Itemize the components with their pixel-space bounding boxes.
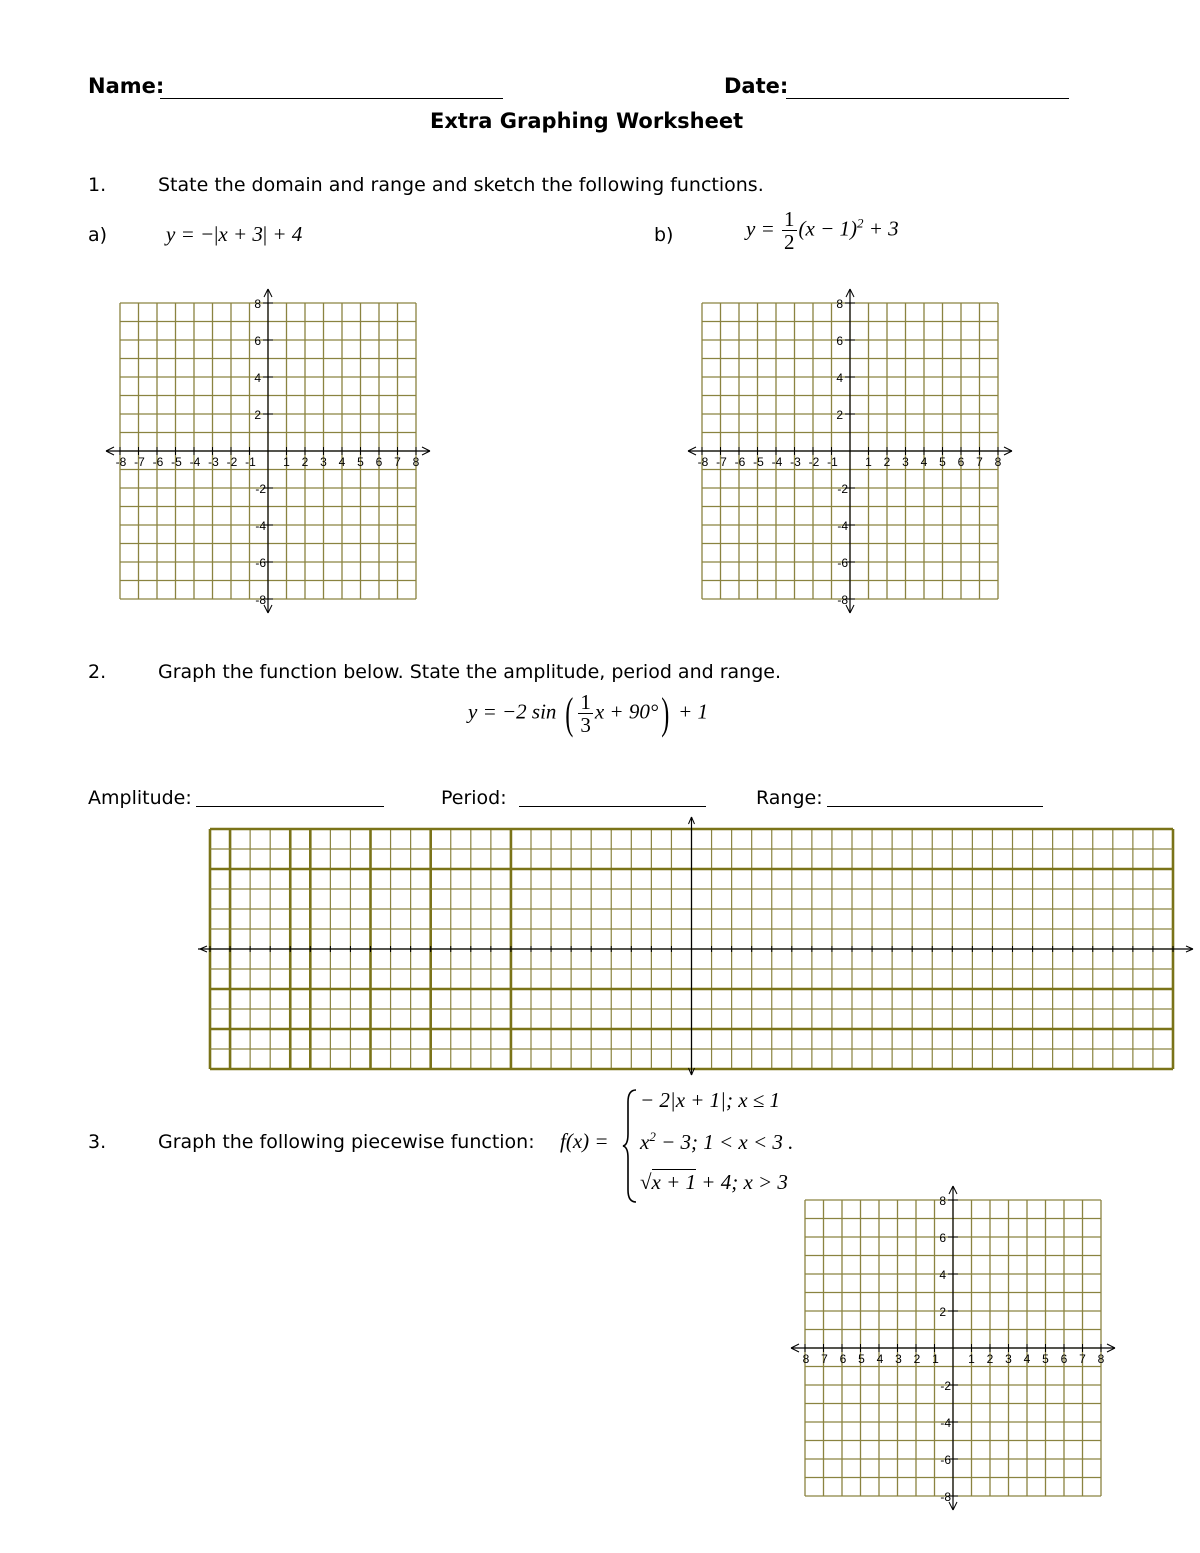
x-tick-label: 1 (865, 455, 872, 469)
x-tick-label: 4 (1023, 1352, 1031, 1366)
graph-grid-a[interactable] (100, 285, 440, 620)
y-tick-label: 4 (939, 1268, 946, 1282)
period-field[interactable] (519, 806, 706, 807)
y-tick-label: 2 (836, 408, 843, 422)
x-tick-label: 6 (957, 455, 965, 469)
x-tick-label: 4 (876, 1352, 884, 1366)
x-tick-label: 2 (883, 455, 891, 469)
y-tick-label: 4 (836, 371, 843, 385)
x-tick-label: 2 (301, 455, 309, 469)
q1b-equation: y = $\frac{1}{2}$ $(x - 1)^2 + 3$ (746, 207, 899, 255)
y-tick-label: 8 (939, 1194, 946, 1208)
y-tick-label: -6 (940, 1453, 951, 1467)
axes (106, 289, 430, 613)
y-tick-label: 4 (254, 371, 261, 385)
x-tick-label: 4 (338, 455, 346, 469)
x-tick-label: 6 (1060, 1352, 1068, 1366)
x-tick-label: 7 (976, 455, 983, 469)
x-tick-label: 5 (939, 455, 946, 469)
range-field[interactable] (827, 806, 1043, 807)
x-tick-label: -3 (208, 455, 219, 469)
x-tick-label: -8 (697, 455, 709, 469)
y-tick-label: -4 (940, 1416, 951, 1430)
amplitude-field[interactable] (196, 806, 384, 807)
x-tick-label: -2 (808, 455, 820, 469)
q1b-fraction: $\frac{1}{2}$ (784, 207, 795, 255)
y-tick-label: 6 (939, 1231, 946, 1245)
q3-case-2: $x^2 - 3$; 1 < x < 3 . (640, 1129, 794, 1154)
q3-fx: f(x) = (560, 1129, 609, 1153)
x-tick-label: -6 (734, 455, 746, 469)
x-tick-label: -1 (245, 455, 256, 469)
q2-prompt: Graph the function below. State the amplitude, period and range. (158, 661, 782, 683)
date-label: Date: (724, 74, 789, 98)
q3-case-1: − 2|x + 1|; x ≤ 1 (640, 1088, 781, 1112)
q1-number: 1. (88, 174, 107, 196)
x-tick-label: -5 (171, 455, 182, 469)
q1a-equation: y = −|x + 3| + 4 (166, 222, 303, 246)
name-field[interactable] (160, 98, 503, 99)
x-tick-label: 1 (968, 1352, 975, 1366)
x-tick-label: -7 (716, 455, 727, 469)
x-tick-label: 3 (320, 455, 327, 469)
date-field[interactable] (786, 98, 1069, 99)
x-tick-label: 8 (412, 455, 420, 469)
x-tick-label: 7 (821, 1352, 828, 1366)
x-tick-label: -4 (189, 455, 201, 469)
x-tick-label: 3 (902, 455, 909, 469)
y-tick-label: -8 (255, 593, 266, 607)
x-tick-label: 7 (394, 455, 401, 469)
y-tick-label: 6 (254, 334, 261, 348)
x-tick-label: 2 (913, 1352, 921, 1366)
q2-number: 2. (88, 661, 107, 683)
y-tick-label: -4 (255, 519, 266, 533)
name-label: Name: (88, 74, 165, 98)
x-tick-label: 1 (932, 1352, 939, 1366)
x-tick-label: 3 (1005, 1352, 1012, 1366)
x-tick-label: 8 (994, 455, 1002, 469)
x-tick-label: 4 (920, 455, 928, 469)
y-tick-label: -8 (940, 1490, 951, 1504)
y-tick-label: -2 (255, 482, 266, 496)
q2-equation: y = −2 sin ( $\frac{1}{3}$ x + 90°) + 1 (468, 688, 709, 738)
x-tick-label: -8 (115, 455, 127, 469)
y-tick-label: -6 (255, 556, 266, 570)
x-tick-label: 2 (986, 1352, 994, 1366)
q3-prompt: Graph the following piecewise function: (158, 1131, 535, 1153)
y-tick-label: -2 (940, 1379, 951, 1393)
piecewise-brace (622, 1088, 640, 1204)
y-tick-label: 2 (254, 408, 261, 422)
q3-number: 3. (88, 1131, 107, 1153)
x-tick-label: 6 (839, 1352, 847, 1366)
x-tick-label: 3 (895, 1352, 902, 1366)
x-tick-label: 8 (802, 1352, 810, 1366)
x-tick-label: -5 (753, 455, 764, 469)
y-tick-label: 8 (836, 297, 843, 311)
x-tick-label: 5 (357, 455, 364, 469)
y-tick-label: 8 (254, 297, 261, 311)
x-tick-label: 7 (1079, 1352, 1086, 1366)
q3-case-3: √x + 1 + 4; x > 3 (640, 1170, 788, 1194)
x-tick-label: 5 (858, 1352, 865, 1366)
q1-prompt: State the domain and range and sketch the following functions. (158, 174, 764, 196)
x-tick-label: -6 (152, 455, 164, 469)
y-tick-label: 6 (836, 334, 843, 348)
range-label: Range: (756, 787, 823, 809)
x-tick-label: 5 (1042, 1352, 1049, 1366)
page-title: Extra Graphing Worksheet (430, 109, 744, 133)
x-tick-label: 6 (375, 455, 383, 469)
y-tick-label: -2 (837, 482, 848, 496)
y-tick-label: -4 (837, 519, 848, 533)
x-tick-label: 8 (1097, 1352, 1105, 1366)
amplitude-label: Amplitude: (88, 787, 192, 809)
graph-grid-q3[interactable] (785, 1182, 1125, 1517)
x-tick-label: -1 (827, 455, 838, 469)
y-tick-label: 2 (939, 1305, 946, 1319)
x-tick-label: 1 (283, 455, 290, 469)
x-tick-label: -2 (226, 455, 238, 469)
graph-grid-sine[interactable] (198, 815, 1198, 1077)
q1a-label: a) (88, 224, 108, 246)
x-tick-label: -3 (790, 455, 801, 469)
graph-grid-b[interactable] (682, 285, 1022, 620)
x-tick-label: -7 (134, 455, 145, 469)
x-tick-label: -4 (771, 455, 783, 469)
q1b-label: b) (654, 224, 674, 246)
period-label: Period: (441, 787, 507, 809)
y-tick-label: -6 (837, 556, 848, 570)
y-tick-label: -8 (837, 593, 848, 607)
